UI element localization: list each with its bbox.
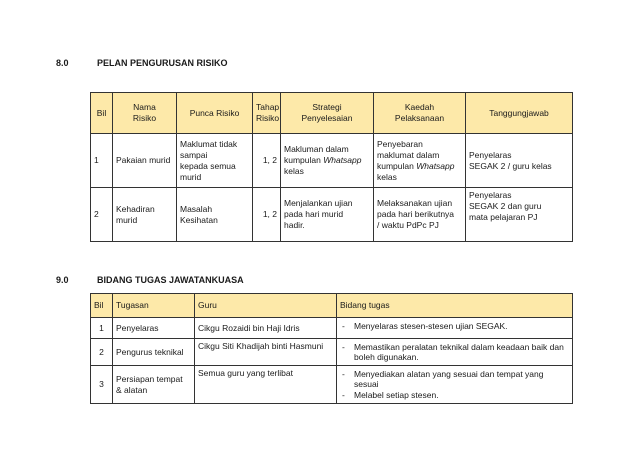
committee-duties-table [90,293,573,404]
row1-nama: Pakaian murid [113,134,177,188]
duties-table-header-row [91,294,573,318]
list-item: - Menyelaras stesen-stesen ujian SEGAK. [340,321,569,331]
duty2-bidang [337,339,573,366]
table-row [91,366,573,404]
duty3-bil: 3 [91,366,113,404]
row2-bil: 2 [91,188,113,242]
duty3-tugasan: Persiapan tempat & alatan [113,366,195,404]
header-tahap-risiko: Tahap Risiko [253,93,281,134]
duty3-guru: Semua guru yang terlibat [195,366,337,404]
list-item: - Menyediakan alatan yang sesuai dan tempat yang sesuai [340,369,569,389]
row1-strategi: Makluman dalam kumpulan Whatsapp kelas [281,134,374,188]
row1-kaedah: Penyebaran maklumat dalam kumpulan Whatsapp kelas [374,134,466,188]
row1-bil: 1 [91,134,113,188]
duties-header-bil: Bil [91,294,113,318]
section-9-title: BIDANG TUGAS JAWATANKUASA [97,275,244,285]
row2-kaedah: Melaksanakan ujian pada hari berikutnya / waktu PdPc PJ [374,188,466,242]
header-tanggungjawab: Tanggungjawab [466,93,573,134]
section-8-number: 8.0 [56,58,69,68]
header-punca-risiko: Punca Risiko [177,93,253,134]
header-bil: Bil [91,93,113,134]
duty1-tugasan: Penyelaras [113,318,195,339]
duties-header-bidang-tugas: Bidang tugas [337,294,573,318]
table-row [91,339,573,366]
row1-punca: Maklumat tidak sampai kepada semua murid [177,134,253,188]
duty1-guru: Cikgu Rozaidi bin Haji Idris [195,318,337,339]
duties-header-tugasan: Tugasan [113,294,195,318]
table-row [91,318,573,339]
row2-nama: Kehadiran murid [113,188,177,242]
section-9-number: 9.0 [56,275,69,285]
risk-table-header-row [91,93,573,134]
list-item: - Melabel setiap stesen. [340,390,569,400]
duty3-bidang [337,366,573,404]
duty1-bidang [337,318,573,339]
duty2-tugasan: Pengurus teknikal [113,339,195,366]
row2-punca: Masalah Kesihatan [177,188,253,242]
table-row [91,188,573,242]
row2-tahap: 1, 2 [253,188,281,242]
risk-management-table [90,92,573,242]
header-kaedah: Kaedah Pelaksanaan [374,93,466,134]
row2-tanggungjawab: Penyelaras SEGAK 2 dan guru mata pelajaran PJ [466,188,573,242]
duty1-bil: 1 [91,318,113,339]
header-strategi: Strategi Penyelesaian [281,93,374,134]
duties-header-guru: Guru [195,294,337,318]
row2-strategi: Menjalankan ujian pada hari murid hadir. [281,188,374,242]
row1-tahap: 1, 2 [253,134,281,188]
header-nama-risiko: Nama Risiko [113,93,177,134]
duty2-guru: Cikgu Siti Khadijah binti Hasmuni [195,339,337,366]
table-row [91,134,573,188]
row1-tanggungjawab: Penyelaras SEGAK 2 / guru kelas [466,134,573,188]
section-8-title: PELAN PENGURUSAN RISIKO [97,58,228,68]
list-item: - Memastikan peralatan teknikal dalam keadaan baik dan boleh digunakan. [340,342,569,362]
duty2-bil: 2 [91,339,113,366]
